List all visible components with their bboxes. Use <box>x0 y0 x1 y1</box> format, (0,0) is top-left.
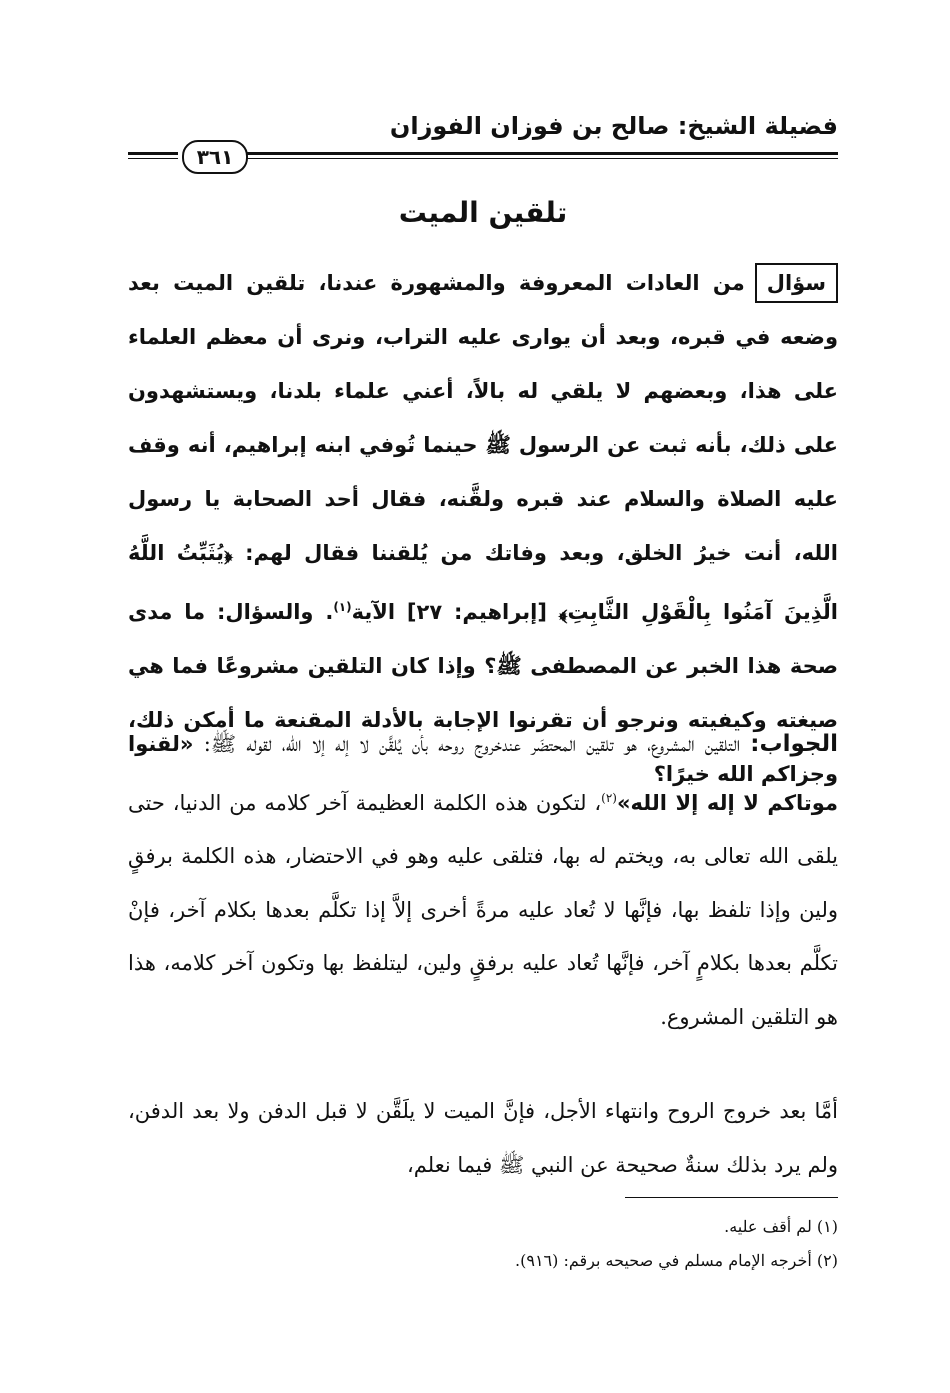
running-header: فضيلة الشيخ: صالح بن فوزان الفوزان <box>389 112 838 140</box>
answer-block <box>128 718 838 1044</box>
continuation-block <box>128 1085 838 1192</box>
answer-text: التلقين المشروع، هو تلقين المحتضَر عندخروج روحه بأن يُلقَّن لا إله إلا الله، لقوله ﷺ: <box>193 732 751 756</box>
hadith-quote: «لقنوا موتاكم لا إله إلا الله» <box>128 732 838 815</box>
footnote-1: (١) لم أقف عليه. <box>724 1217 838 1236</box>
footnote-2: (٢) أخرجه الإمام مسلم في صحيحه برقم: (٩١٦). <box>515 1251 838 1270</box>
header-rule-line-thin <box>246 158 838 159</box>
answer-label: الجواب: <box>750 731 838 757</box>
answer-text-continued: ، لتكون هذه الكلمة العظيمة آخر كلامه من الدنيا، حتى يلقى الله تعالى به، ويختم له بها، فتلقى عليه وهو في الاحتضار، هذه الكلمة برفقٍ ولين وإذا تلفظ بها، فإنَّها لا تُعاد عليه مرةً أخرى إلاَّ إذا تكلَّم بعدها بكلام آخر، فإنْ تكلَّم بعدها بكلامٍ آخر، فإنَّها تُعاد عليه برفقٍ ولين، ليتلفظ بها وتكون آخر كلامه، هذا هو التلقين المشروع. <box>128 790 838 1029</box>
header-rule-short <box>128 152 178 155</box>
footnote-separator <box>625 1197 838 1198</box>
question-text-continued: . والسؤال: ما مدى صحة هذا الخبر عن المصطفى ﷺ؟ وإذا كان التلقين مشروعًا فما هي صيغته وكيفيته ونرجو أن تقرنوا الإجابة بالأدلة المقنعة ما أمكن ذلك، وجزاكم الله خيرًا؟ <box>128 600 838 786</box>
footnote-marker-1: (١) <box>333 600 352 614</box>
answer-paragraph <box>128 718 838 1044</box>
header-rule-short-thin <box>128 158 178 159</box>
section-title: تلقين الميت <box>398 196 568 229</box>
continuation-paragraph: أمَّا بعد خروج الروح وانتهاء الأجل، فإنَّ الميت لا يلَقَّن لا قبل الدفن ولا بعد الدفن، ولم يرد بذلك سنةٌ صحيحة عن النبي ﷺ فيما نعلم، <box>128 1099 838 1177</box>
header-rule-line <box>246 152 838 155</box>
page-number: ٣٦١ <box>182 140 248 174</box>
footnote-marker-2: (٢) <box>601 790 617 805</box>
footnotes <box>128 1210 838 1278</box>
header-rule <box>128 140 838 176</box>
question-label: سؤال <box>755 263 838 303</box>
question-text: من العادات المعروفة والمشهورة عندنا، تلقين الميت بعد وضعه في قبره، وبعد أن يوارى عليه التراب، ونرى أن معظم العلماء على هذا، وبعضهم لا يلقي له بالاً، أعني علماء بلدنا، ويستشهدون على ذلك، بأنه ثبت عن الرسول ﷺ حينما تُوفي ابنه إبراهيم، أنه وقف عليه الصلاة والسلام عند قبره ولقَّنه، فقال أحد الصحابة يا رسول الله، أنت خيرُ الخلق، وبعد وفاتك من يُلقننا فقال لهم: ﴿يُثَبِّتُ اللَّهُ الَّذِينَ آمَنُوا بِالْقَوْلِ الثَّابِتِ﴾ [إبراهيم: ٢٧] الآية <box>128 271 838 624</box>
